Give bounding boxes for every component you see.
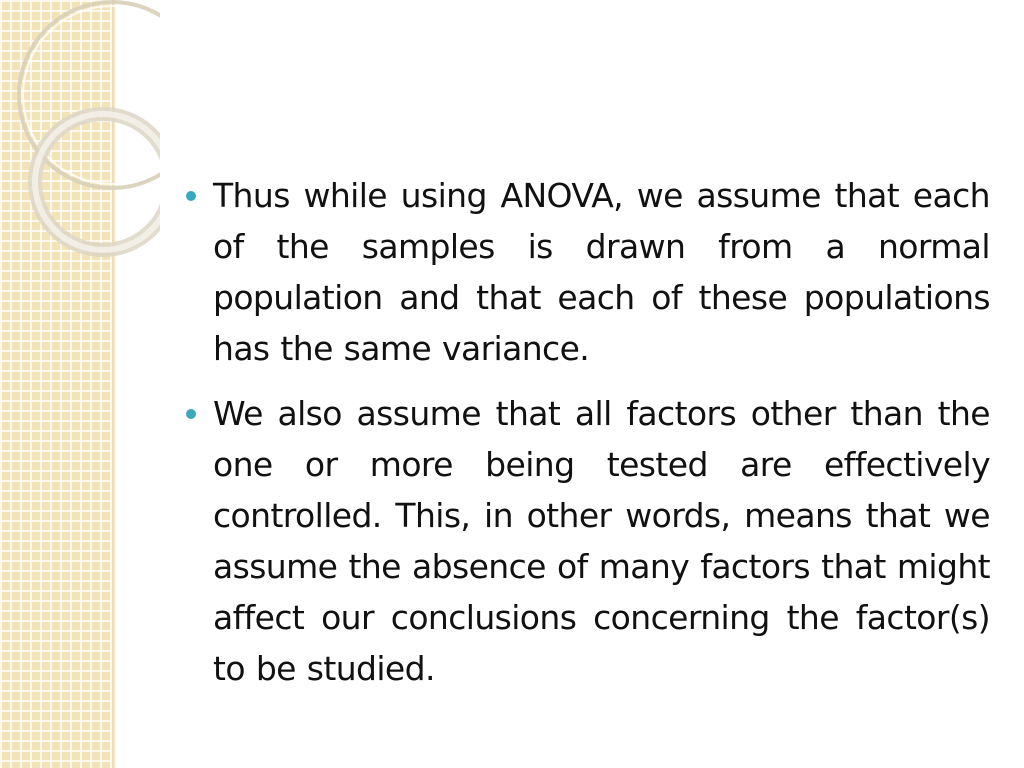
bullet-dot-icon	[186, 409, 196, 419]
bullet-text: Thus while using ANOVA, we assume that each of the samples is drawn from a normal population and that each of these populations has the same variance.	[213, 176, 990, 368]
decorative-rings-icon	[0, 0, 160, 260]
slide-body	[186, 170, 990, 708]
bullet-text: We also assume that all factors other than the one or more being tested are effectively controlled. This, in other words, means that we assume the absence of many factors that might affect our conclusions concerning the factor(s) to be studied.	[213, 394, 990, 688]
bullet-item	[186, 170, 990, 374]
bullet-item	[186, 388, 990, 694]
bullet-dot-icon	[186, 191, 196, 201]
